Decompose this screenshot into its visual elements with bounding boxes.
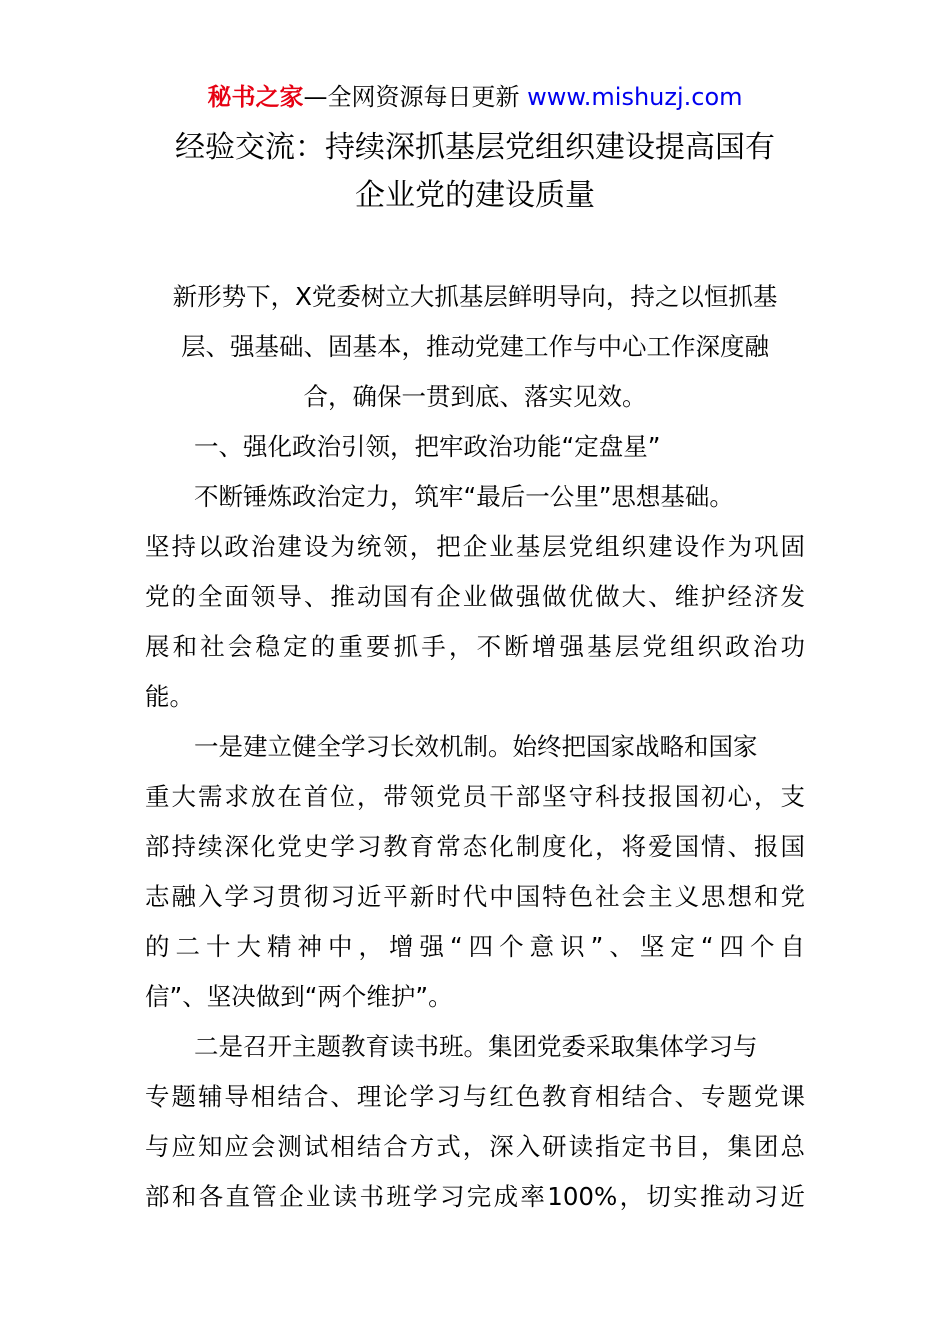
paragraph-line: 坚持以政治建设为统领，把企业基层党组织建设作为巩固 (145, 532, 805, 561)
paragraph-line: 的二十大精神中，增强“四个意识”、坚定“四个自 (145, 932, 805, 961)
paragraph-3 (145, 1022, 805, 1222)
paragraph-line: 不断锤炼政治定力，筑牢“最后一公里”思想基础。 (194, 482, 734, 511)
paragraph-line: 与应知应会测试相结合方式，深入研读指定书目，集团总 (145, 1132, 805, 1161)
document-body (145, 422, 805, 1222)
paragraph-line: 部持续深化党史学习教育常态化制度化，将爱国情、报国 (145, 832, 805, 861)
site-header (0, 80, 950, 114)
brand-name: 秘书之家 (207, 83, 304, 111)
paragraph-1 (145, 472, 805, 722)
intro-line: 新形势下，X党委树立大抓基层鲜明导向，持之以恒抓基 (172, 282, 778, 311)
header-tagline: —全网资源每日更新 (303, 83, 520, 111)
paragraph-line: 一是建立健全学习长效机制。始终把国家战略和国家 (194, 732, 758, 761)
paragraph-line: 信”、坚决做到“两个维护”。 (145, 982, 453, 1011)
paragraph-line: 能。 (145, 682, 194, 711)
paragraph-line: 展和社会稳定的重要抓手，不断增强基层党组织政治功 (145, 632, 805, 661)
title-line: 经验交流：持续深抓基层党组织建设提高国有 (175, 130, 775, 165)
title-line: 企业党的建设质量 (355, 178, 595, 213)
paragraph-line: 二是召开主题教育读书班。集团党委采取集体学习与 (194, 1032, 758, 1061)
paragraph-line: 部和各直管企业读书班学习完成率100%，切实推动习近 (145, 1182, 805, 1211)
paragraph-2 (145, 722, 805, 1022)
paragraph-line: 党的全面领导、推动国有企业做强做优做大、维护经济发 (145, 582, 805, 611)
paragraph-line: 专题辅导相结合、理论学习与红色教育相结合、专题党课 (145, 1082, 805, 1111)
paragraph-line: 重大需求放在首位，带领党员干部坚守科技报国初心，支 (145, 782, 805, 811)
site-url-link[interactable]: www.mishuzj.com (527, 83, 743, 111)
document-title (145, 124, 805, 220)
intro-line: 合，确保一贯到底、落实见效。 (303, 382, 647, 411)
intro-line: 层、强基础、固基本，推动党建工作与中心工作深度融 (181, 332, 769, 361)
paragraph-line: 志融入学习贯彻习近平新时代中国特色社会主义思想和党 (145, 882, 805, 911)
intro-paragraph (145, 272, 805, 422)
section-heading: 一、强化政治引领，把牢政治功能“定盘星” (194, 432, 661, 461)
